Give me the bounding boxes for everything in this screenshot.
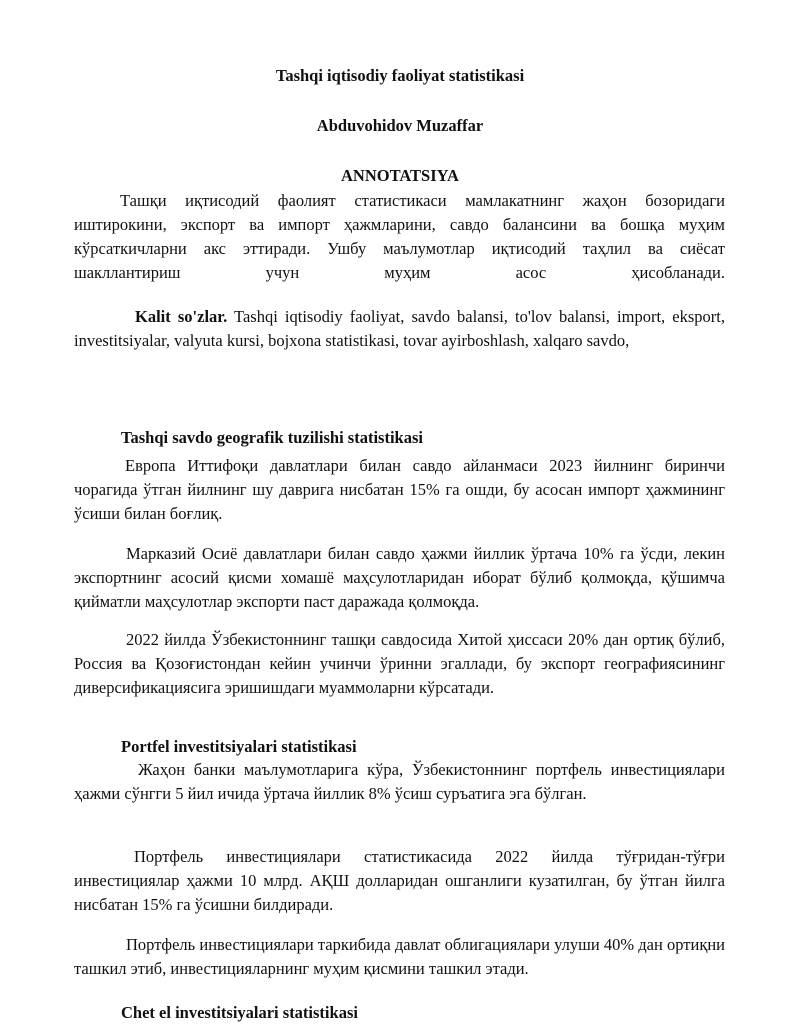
document-title: Tashqi iqtisodiy faoliyat statistikasi — [275, 66, 525, 85]
annotation-heading: ANNOTATSIYA — [341, 166, 459, 185]
trade-geography-paragraph-3: 2022 йилда Ўзбекистоннинг ташқи савдосида Хитой ҳиссаси 20% дан ортиқ бўлиб, Россия ва Қозоғистондан кейин учинчи ўринни эгаллади, бу экспорт географиясининг диверсификациясига эришишдаги муаммоларни кўрсатади. — [74, 630, 725, 697]
keywords-text: Tashqi iqtisodiy faoliyat, savdo balansi, to'lov balansi, import, eksport, investitsiyalar, valyuta kursi, bojxona statistikasi, tovar ayirboshlash, xalqaro savdo, — [74, 307, 725, 350]
section-heading-portfolio-investments: Portfel investitsiyalari statistikasi — [121, 737, 357, 756]
author-name: Abduvohidov Muzaffar — [316, 116, 484, 135]
section-heading-foreign-investments: Chet el investitsiyalari statistikasi — [121, 1003, 358, 1022]
portfolio-investments-paragraph-2: Портфель инвестициялари статистикасида 2022 йилда тўғридан-тўғри инвестициялар ҳажми 10 млрд. АҚШ долларидан ошганлиги кузатилган, бу ўтган йилга нисбатан 15% га ўсишни билдиради. — [74, 847, 725, 914]
keywords-paragraph — [74, 305, 725, 353]
portfolio-investments-paragraph-1: Жаҳон банки маълумотларига кўра, Ўзбекистоннинг портфель инвестициялари ҳажми сўнгги 5 йил ичида ўртача йиллик 8% ўсиш суръатига эга бўлган. — [74, 760, 725, 803]
keywords-label: Kalit so'zlar. — [135, 307, 228, 326]
portfolio-investments-paragraph-3: Портфель инвестициялари таркибида давлат облигациялари улуши 40% дан ортиқни ташкил этиб, инвестицияларнинг муҳим қисмини ташкил этади. — [74, 935, 725, 978]
annotation-paragraph: Ташқи иқтисодий фаолият статистикаси мамлакатнинг жаҳон бозоридаги иштирокини, экспорт ва импорт ҳажмларини, савдо балансини ва бошқа муҳим кўрсаткичларни акс эттиради. Ушбу маълумотлар иқтисодий таҳлил ва сиёсат шакллантириш учун муҳим асос ҳисобланади. — [74, 191, 725, 282]
trade-geography-paragraph-2: Марказий Осиё давлатлари билан савдо ҳажми йиллик ўртача 10% га ўсди, лекин экспортнинг асосий қисми хомашё маҳсулотларидан иборат бўлиб қолмоқда, қўшимча қийматли маҳсулотлар экспорти паст даражада қолмоқда. — [74, 544, 725, 611]
section-heading-trade-geography: Tashqi savdo geografik tuzilishi statistikasi — [121, 428, 423, 447]
trade-geography-paragraph-1: Европа Иттифоқи давлатлари билан савдо айланмаси 2023 йилнинг биринчи чорагида ўтган йилнинг шу даврига нисбатан 15% га ошди, бу асосан импорт ҳажмининг ўсиши билан боғлиқ. — [74, 456, 725, 523]
